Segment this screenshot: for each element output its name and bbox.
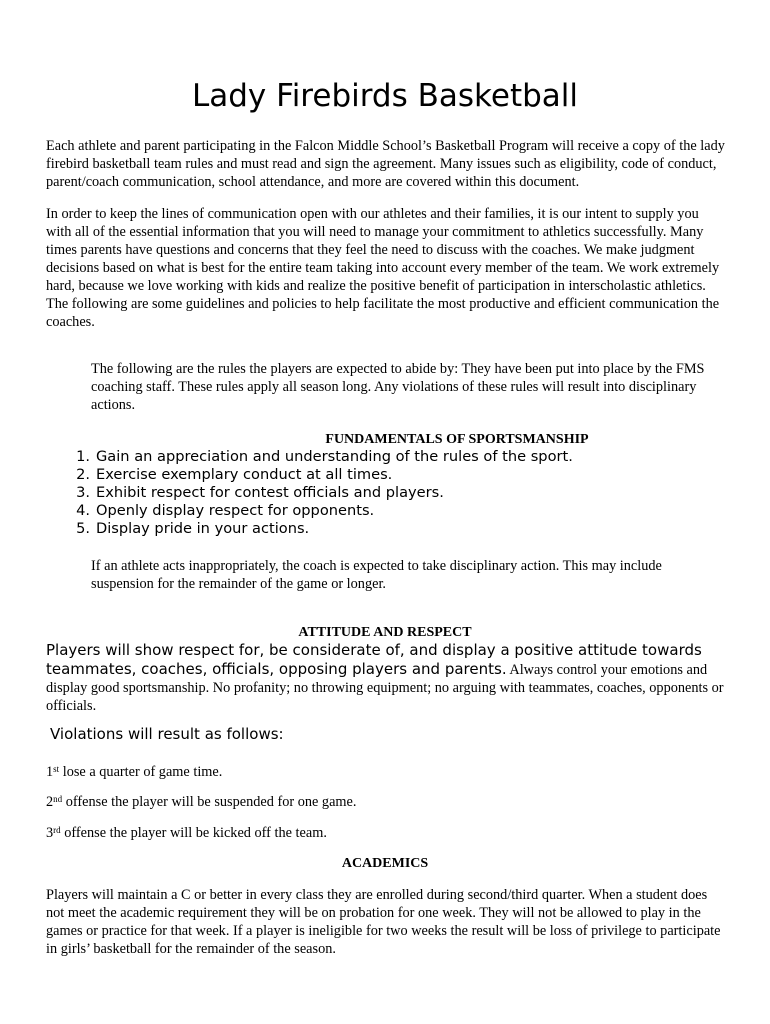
disciplinary-note: If an athlete acts inappropriately, the coach is expected to take disciplinary action. This may include suspension for the remainder of the game or longer. xyxy=(91,558,662,592)
list-text: Gain an appreciation and understanding of the rules of the sport. xyxy=(96,448,573,465)
list-text: Exercise exemplary conduct at all times. xyxy=(96,466,393,483)
attitude-lead: Players will show respect for, be considerate of, and display a positive attitude towards teammates, coaches, officials, opposing players and parents. xyxy=(46,641,702,678)
academics-heading: ACADEMICS xyxy=(341,856,429,871)
attitude-heading: ATTITUDE AND RESPECT xyxy=(298,625,472,640)
academics-paragraph: Players will maintain a C or better in every class they are enrolled during second/third quarter. When a student does not meet the academic requirement they will be on probation for one week. They will not be allowed to play in the games or practice for that week. If a player is ineligible for two weeks the result will be loss of privilege to participate in girls’ basketball for the remainder of the season. xyxy=(46,887,721,957)
violation-item: 2nd offense the player will be suspended for one game. xyxy=(46,794,357,810)
communication-paragraph: In order to keep the lines of communication open with our athletes and their families, it is our intent to supply you with all of the essential information that you will need to manage your commitment to athletics successfully. Many times parents have questions and concerns that they feel the need to discuss with the coaches. We make judgment decisions based on what is best for the entire team taking into account every member of the team. We work extremely hard, because we love working with kids and realize the positive benefit of participation in interscholastic athletics. The following are some guidelines and policies to help facilitate the most productive and efficient communication the coaches. xyxy=(46,206,720,330)
list-number: 5. xyxy=(76,520,90,537)
rules-intro-paragraph: The following are the rules the players are expected to abide by: They have been put into place by the FMS coaching staff. These rules apply all season long. Any violations of these rules will result into disciplinary actions. xyxy=(91,361,705,413)
sportsmanship-heading: FUNDAMENTALS OF SPORTSMANSHIP xyxy=(325,432,589,447)
list-item xyxy=(46,448,573,466)
violations-heading: Violations will result as follows: xyxy=(50,725,284,743)
list-item xyxy=(46,520,573,538)
list-number: 4. xyxy=(76,502,90,519)
violation-item: 3rd offense the player will be kicked off the team. xyxy=(46,825,327,841)
list-number: 2. xyxy=(76,466,90,483)
list-item xyxy=(46,484,573,502)
page-title: Lady Firebirds Basketball xyxy=(191,78,579,114)
list-item xyxy=(46,466,573,484)
attitude-rest: Always control your emotions and display good sportsmanship. No profanity; no throwing equipment; no arguing with teammates, coaches, opponents or officials. xyxy=(46,662,724,714)
list-text: Exhibit respect for contest officials and players. xyxy=(96,484,444,501)
sportsmanship-list xyxy=(46,448,573,538)
attitude-paragraph xyxy=(46,641,736,715)
violation-item: 1st lose a quarter of game time. xyxy=(46,764,223,780)
list-text: Openly display respect for opponents. xyxy=(96,502,375,519)
list-number: 1. xyxy=(76,448,90,465)
list-item xyxy=(46,502,573,520)
intro-paragraph: Each athlete and parent participating in the Falcon Middle School’s Basketball Program will receive a copy of the lady firebird basketball team rules and must read and sign the agreement. Many issues such as eligibility, code of conduct, parent/coach communication, school attendance, and more are covered within this document. xyxy=(46,138,725,190)
list-text: Display pride in your actions. xyxy=(96,520,310,537)
list-number: 3. xyxy=(76,484,90,501)
